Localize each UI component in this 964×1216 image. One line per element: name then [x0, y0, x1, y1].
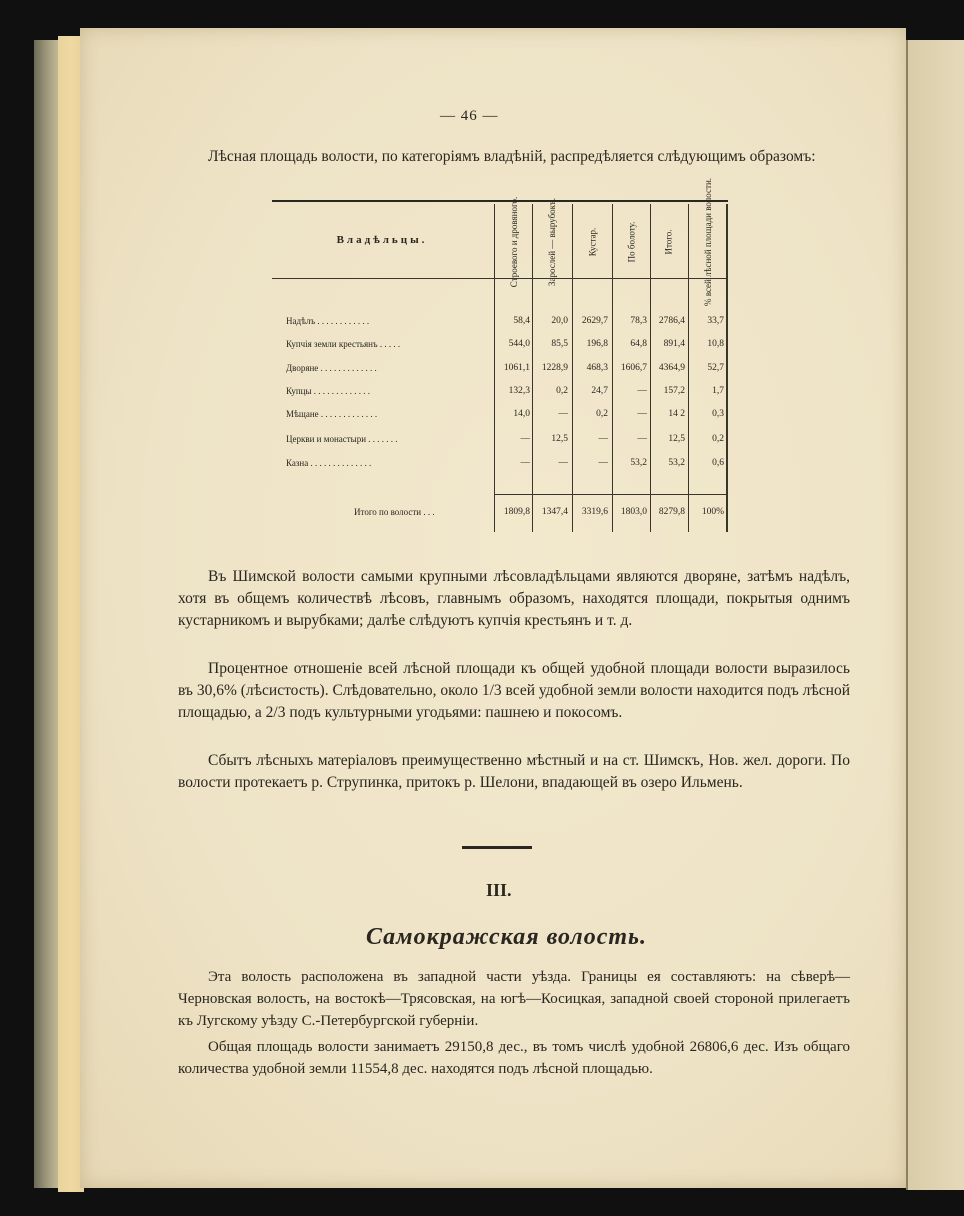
table-cell: 53,2 — [630, 458, 647, 468]
paragraph-area: Общая площадь волости занимаетъ 29150,8 дес., въ томъ числѣ удобной 26806,6 дес. Изъ общаго количества удобной земли 11554,8 дес. находятся подъ лѣсной площадью. — [178, 1039, 850, 1077]
table-row-label: Дворяне . . . . . . . . . . . . . — [286, 363, 377, 373]
table-cell: — — [637, 386, 647, 396]
total-cell: 8279,8 — [658, 507, 685, 517]
table-cell: — — [637, 434, 647, 444]
table-cell: 20,0 — [551, 316, 568, 326]
table-cell: 4364,9 — [658, 363, 685, 373]
table-row-label: Казна . . . . . . . . . . . . . . — [286, 458, 372, 468]
total-cell: 3319,6 — [581, 507, 608, 517]
table-cell: 14 2 — [668, 409, 685, 419]
col-header-shrub: Кустар. — [586, 227, 597, 257]
table-cell: 157,2 — [663, 386, 685, 396]
table-row-label: Купчія земли крестьянъ . . . . . — [286, 339, 401, 349]
table-cell: 14,0 — [513, 409, 530, 419]
total-cell: 1347,4 — [541, 507, 568, 517]
table-cell: 544,0 — [508, 339, 530, 349]
table-cell: 0,2 — [596, 409, 608, 419]
table-row-label: Надѣлъ . . . . . . . . . . . . — [286, 316, 370, 326]
table-cell: 0,3 — [712, 409, 724, 419]
forest-ownership-table — [272, 177, 728, 532]
table-cell: 53,2 — [668, 458, 685, 468]
total-cell: 100% — [701, 507, 724, 517]
table-cell: 1606,7 — [620, 363, 647, 373]
table-cell: 2629,7 — [581, 316, 608, 326]
table-cell: — — [637, 409, 647, 419]
table-cell: 24,7 — [591, 386, 608, 396]
table-cell: 64,8 — [630, 339, 647, 349]
col-header-cuttings: Зарослей — вырубокъ. — [547, 198, 558, 286]
table-cell: 0,2 — [712, 434, 724, 444]
table-cell: 58,4 — [513, 316, 530, 326]
table-cell: 891,4 — [663, 339, 685, 349]
section-title: Самокражская волость. — [366, 924, 648, 950]
table-cell: 1061,1 — [503, 363, 530, 373]
table-cell: 1228,9 — [541, 363, 568, 373]
col-header-total: Итого. — [664, 229, 674, 255]
table-cell: 78,3 — [630, 316, 647, 326]
paragraph-borders: Эта волость расположена въ западной части уѣзда. Границы ея составляютъ: на сѣверѣ—Черновская волость, на востокѣ—Трясовская, на югѣ—Косицкая, западной своей стороной прилегаетъ къ Лугскому уѣзду С.-Петербургской губерніи. — [178, 969, 850, 1029]
total-cell: 1803,0 — [620, 507, 647, 517]
total-cell: 1809,8 — [503, 507, 530, 517]
table-cell: 52,7 — [707, 363, 724, 373]
table-cell: — — [598, 458, 608, 468]
table-cell: 132,3 — [508, 386, 530, 396]
table-cell: 0,2 — [556, 386, 568, 396]
intro-paragraph: Лѣсная площадь волости, по категоріямъ владѣній, распредѣляется слѣдующимъ образомъ: — [208, 148, 816, 165]
table-cell: 468,3 — [586, 363, 608, 373]
table-cell: 12,5 — [551, 434, 568, 444]
table-cell: — — [520, 434, 530, 444]
section-number: III. — [486, 880, 512, 900]
table-cell: 196,8 — [586, 339, 608, 349]
paragraph-owners: Въ Шимской волости самыми крупными лѣсовладѣльцами являются дворяне, затѣмъ надѣлъ, хотя въ общемъ количествѣ лѣсовъ, главнымъ образомъ, находятся площади, покрытыя однимъ кустарникомъ и вырубками; далѣе слѣдуютъ купчія крестьянъ и т. д. — [178, 568, 850, 629]
table-cell: 2786,4 — [658, 316, 685, 326]
table-cell: — — [520, 458, 530, 468]
table-row-label: Мѣщане . . . . . . . . . . . . . — [286, 409, 378, 419]
col-header-timber: Строевого и дровяного. — [509, 196, 520, 288]
col-header-percent: % всей лѣсной площади волости. — [703, 177, 713, 307]
col-header-swamp: По болоту. — [626, 221, 636, 263]
section-divider — [462, 846, 532, 849]
paragraph-sales: Сбытъ лѣсныхъ матеріаловъ преимущественно мѣстный и на ст. Шимскъ, Нов. жел. дороги. По волости протекаетъ р. Струпинка, притокъ р. Шелони, впадающей въ озеро Ильмень. — [178, 752, 850, 791]
page-number: — 46 — — [440, 108, 499, 124]
table-cell: — — [598, 434, 608, 444]
table-cell: 33,7 — [707, 316, 724, 326]
table-cell: 85,5 — [551, 339, 568, 349]
table-row-label: Церкви и монастыри . . . . . . . — [286, 434, 398, 444]
table-row-label: Купцы . . . . . . . . . . . . . — [286, 386, 371, 396]
adjacent-page-edge — [906, 40, 964, 1190]
table-cell: 0,6 — [712, 458, 724, 468]
table-cell: — — [558, 458, 568, 468]
table-cell: 10,8 — [707, 339, 724, 349]
total-row-label: Итого по волости . . . — [354, 507, 435, 517]
owners-column-header: Владѣльцы. — [336, 234, 428, 246]
table-cell: 1,7 — [712, 386, 724, 396]
table-cell: 12,5 — [668, 434, 685, 444]
table-cell: — — [558, 409, 568, 419]
paragraph-forest-percent: Процентное отношеніе всей лѣсной площади къ общей удобной площади волости выразилось въ 30,6% (лѣсистость). Слѣдовательно, около 1/3 всей удобной земли волости находится подъ лѣсной площадью, а 2/3 подъ культурными угодьями: пашнею и покосомъ. — [178, 660, 850, 721]
